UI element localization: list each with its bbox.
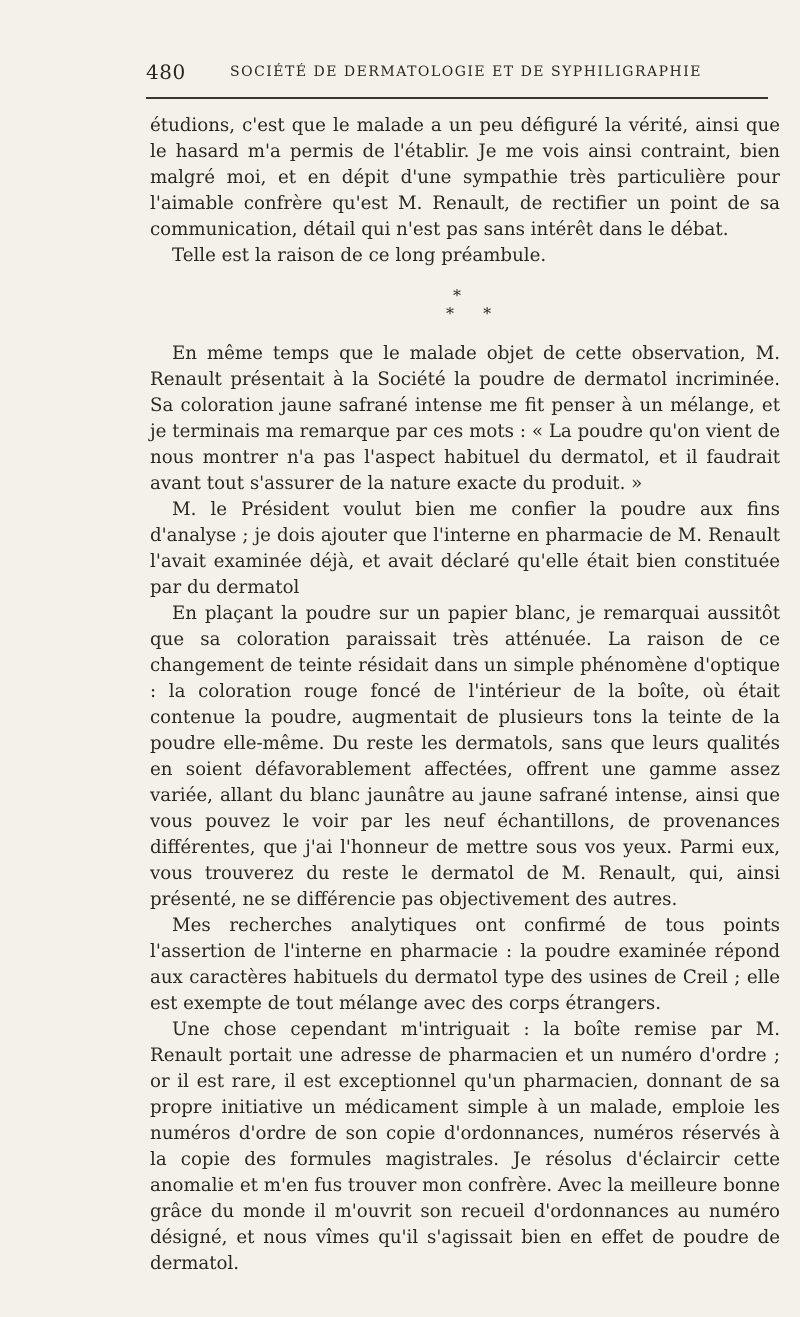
separator-star-top: *	[453, 286, 461, 305]
section-separator	[150, 269, 780, 341]
separator-stars-bottom: * *	[446, 304, 504, 323]
body-text	[150, 113, 780, 1277]
paragraph: En plaçant la poudre sur un papier blanc, je remarquai aussitôt que sa coloration paraissait très atténuée. La raison de ce changement de teinte résidait dans un simple phénomène d'optique : la coloration rouge foncé de l'intérieur de la boîte, où était contenue la poudre, augmentait de plusieurs tons la teinte de la poudre elle-même. Du reste les dermatols, sans que leurs qualités en soient défavorablement affectées, offrent une gamme assez variée, allant du blanc jaunâtre au jaune safrané intense, ainsi que vous pouvez le voir par les neuf échantillons, de provenances différentes, que j'ai l'honneur de mettre sous vos yeux. Parmi eux, vous trouverez du reste le dermatol de M. Renault, qui, ainsi présenté, ne se différencie pas objectivement des autres.	[150, 603, 780, 910]
header-rule	[146, 97, 768, 99]
paragraph-continued: étudions, c'est que le malade a un peu défiguré la vérité, ainsi que le hasard m'a permis de l'établir. Je me vois ainsi contraint, bien malgré moi, et en dépit d'une sympathie très particulière pour l'aimable confrère qu'est M. Renault, de rectifier un point de sa communication, détail qui n'est pas sans intérêt dans le débat.	[150, 115, 780, 240]
running-head: SOCIÉTÉ DE DERMATOLOGIE ET DE SYPHILIGRAPHIE	[230, 64, 703, 80]
paragraph-preamble: Telle est la raison de ce long préambule.	[172, 245, 547, 266]
paragraph: En même temps que le malade objet de cette observation, M. Renault présentait à la Société la poudre de dermatol incriminée. Sa coloration jaune safrané intense me fit penser à un mélange, et je terminais ma remarque par ces mots : « La poudre qu'on vient de nous montrer n'a pas l'aspect habituel du dermatol, et il faudrait avant tout s'assurer de la nature exacte du produit. »	[150, 343, 780, 494]
paragraph: M. le Président voulut bien me confier la poudre aux fins d'analyse ; je dois ajouter que l'interne en pharmacie de M. Renault l'avait examinée déjà, et avait déclaré qu'elle était bien constituée par du dermatol	[150, 499, 780, 598]
page-header	[146, 60, 768, 90]
paragraph: Une chose cependant m'intriguait : la boîte remise par M. Renault portait une adresse de pharmacien et un numéro d'ordre ; or il est rare, il est exceptionnel qu'un pharmacien, donnant de sa propre initiative un médicament simple à un malade, emploie les numéros d'ordre de son copie d'ordonnances, numéros réservés à la copie des formules magistrales. Je résolus d'éclaircir cette anomalie et m'en fus trouver mon confrère. Avec la meilleure bonne grâce du monde il m'ouvrit son recueil d'ordonnances au numéro désigné, et nous vîmes qu'il s'agissait bien en effet de poudre de dermatol.	[150, 1019, 780, 1274]
paragraph: Mes recherches analytiques ont confirmé de tous points l'assertion de l'interne en pharmacie : la poudre examinée répond aux caractères habituels du dermatol type des usines de Creil ; elle est exempte de tout mélange avec des corps étrangers.	[150, 915, 780, 1014]
page-number: 480	[146, 60, 186, 84]
